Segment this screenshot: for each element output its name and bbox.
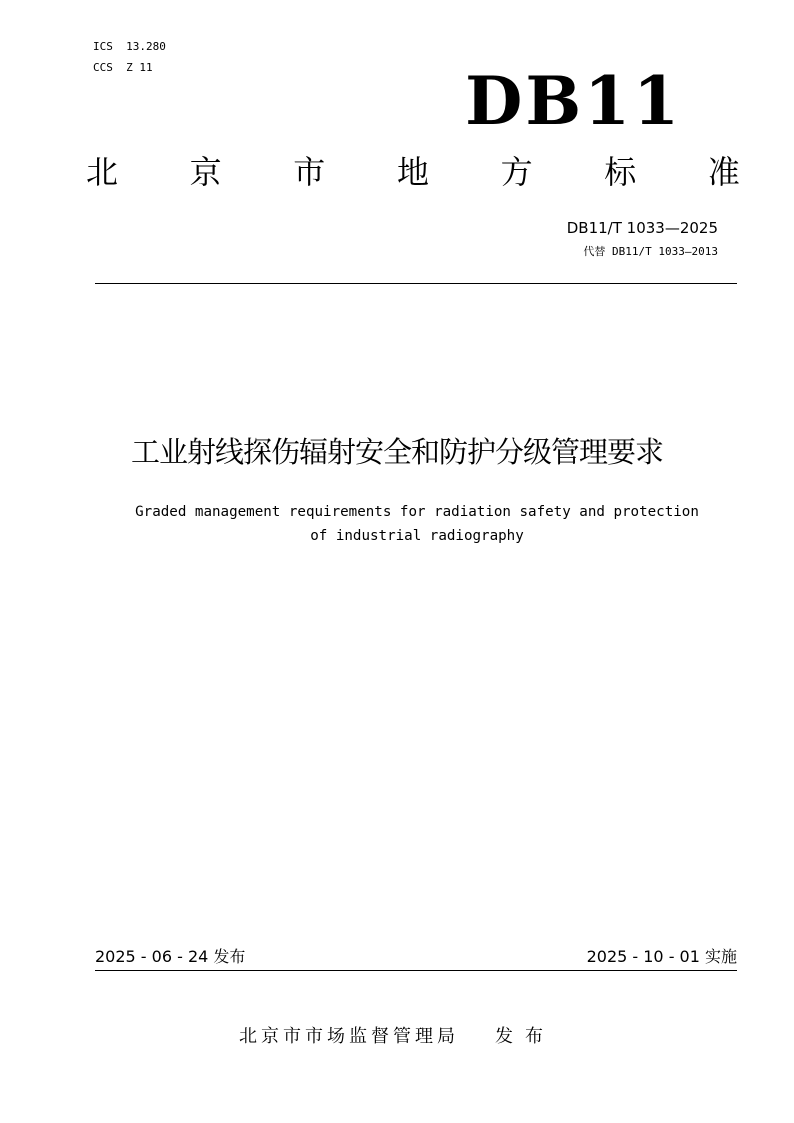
title-english-line: of industrial radiography — [310, 528, 524, 544]
standard-number: DB11/T 1033—2025 — [566, 219, 718, 237]
bottom-divider — [95, 970, 737, 971]
db-logo: DB11 — [465, 62, 682, 140]
replaces-standard: 代替 DB11/T 1033—2013 — [583, 245, 718, 258]
ics-code: ICS 13.280 — [93, 40, 166, 53]
standard-type-heading — [82, 150, 744, 194]
publish-date: 2025 - 06 - 24 发布 — [95, 947, 246, 966]
issuing-authority: 北京市市场监督管理局 — [239, 1026, 459, 1047]
issuer-line — [0, 1024, 794, 1050]
standard-type-char: 京 — [189, 153, 222, 191]
standard-type-char: 北 — [85, 153, 118, 191]
title-chinese: 工业射线探伤辐射安全和防护分级管理要求 — [130, 435, 663, 469]
standard-type-char: 准 — [707, 153, 740, 191]
standard-type-char: 方 — [500, 153, 533, 191]
ccs-code: CCS Z 11 — [93, 61, 153, 74]
title-english-line: Graded management requirements for radiation safety and protection — [135, 504, 699, 520]
standard-type-char: 标 — [604, 153, 637, 191]
top-divider — [95, 283, 737, 284]
title-english — [60, 500, 774, 548]
standard-type-char: 市 — [293, 153, 326, 191]
issue-label: 发布 — [495, 1026, 555, 1047]
standard-type-char: 地 — [396, 153, 429, 191]
effective-date: 2025 - 10 - 01 实施 — [586, 947, 737, 966]
